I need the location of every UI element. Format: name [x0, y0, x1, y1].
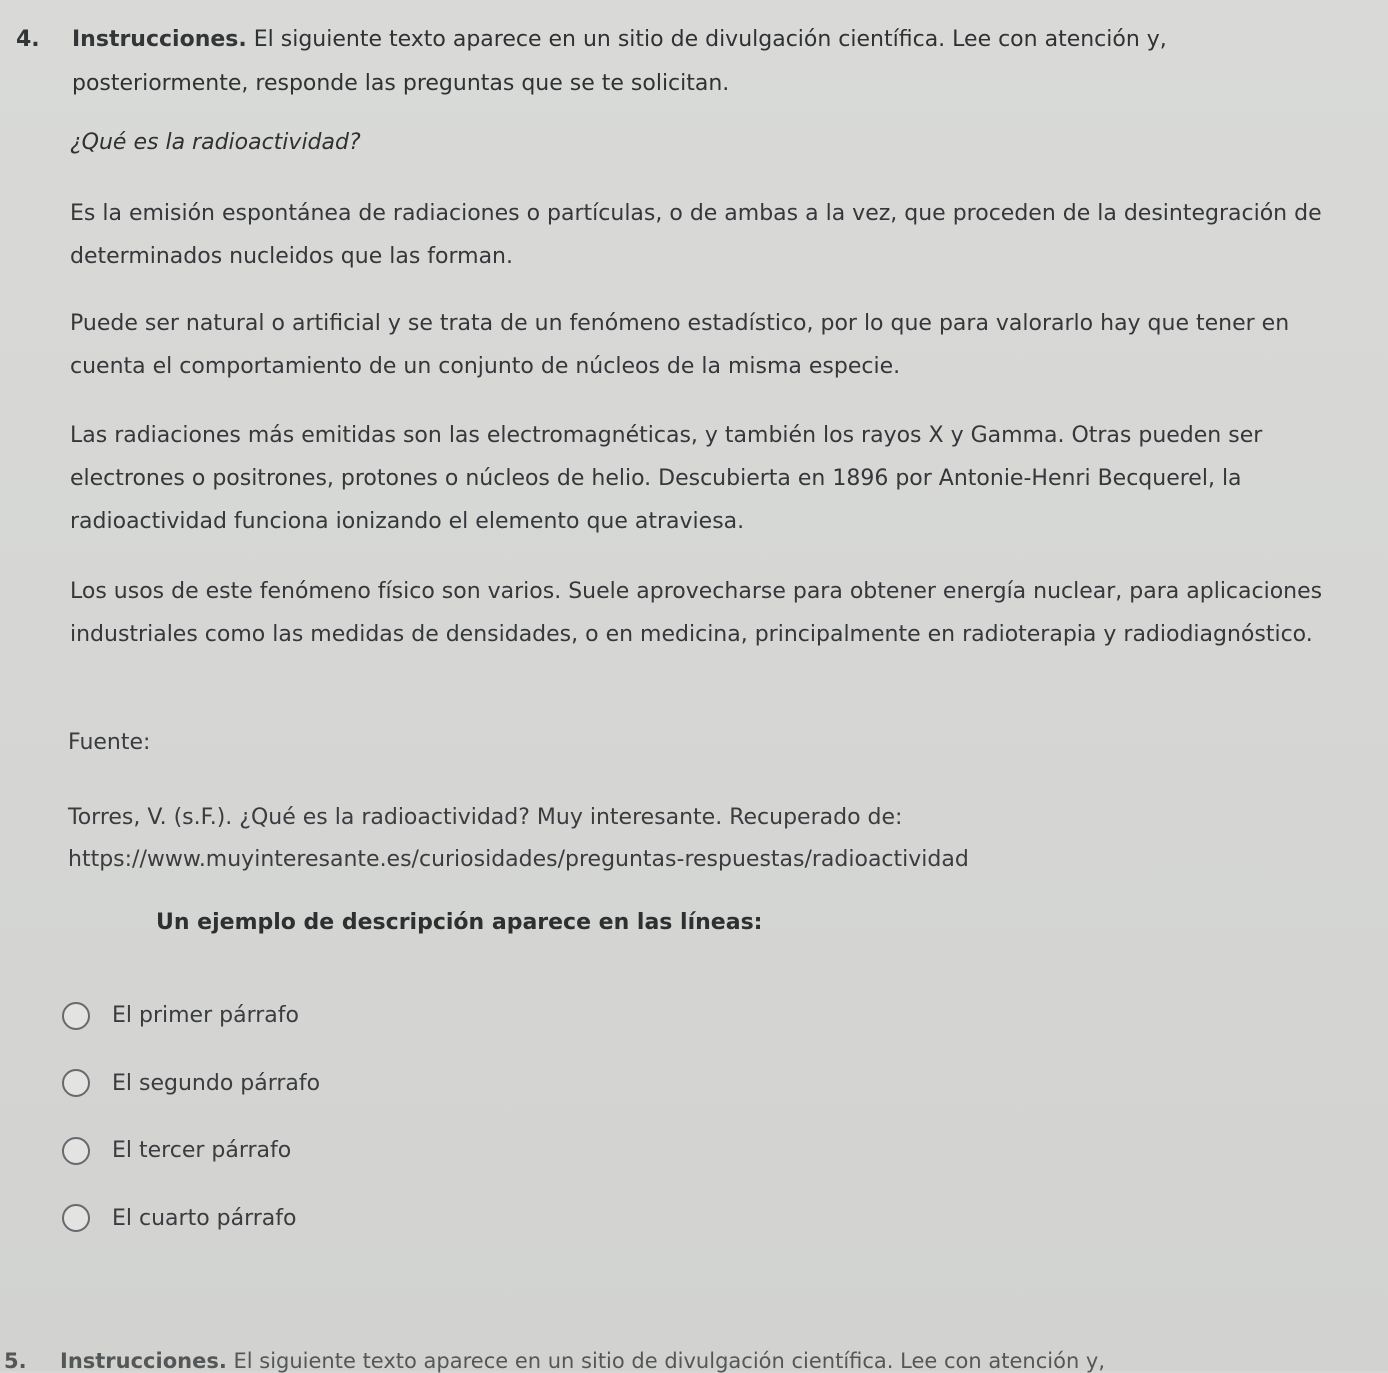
question-text-line1: El siguiente texto aparece en un sitio de divulgación científica. Lee con atención y, — [246, 27, 1167, 52]
source-url: https://www.muyinteresante.es/curiosidades/preguntas-respuestas/radioactividad — [68, 847, 969, 872]
article-paragraph-2: Puede ser natural o artificial y se trata de un fenómeno estadístico, por lo que para valorarlo hay que tener en cuenta el comportamiento de un conjunto de núcleos de la misma especie. — [70, 311, 1290, 379]
option-label: El primer párrafo — [112, 1003, 299, 1029]
option-3[interactable] — [62, 1117, 320, 1185]
question-number: 4. — [16, 27, 40, 52]
question-prompt: Un ejemplo de descripción aparece en las líneas: — [156, 910, 763, 935]
article-paragraph-1: Es la emisión espontánea de radiaciones o partículas, o de ambas a la vez, que proceden de la desintegración de determinados nucleidos que las forman. — [70, 201, 1322, 269]
question-header — [16, 18, 1356, 106]
article-title: ¿Qué es la radioactividad? — [70, 130, 361, 155]
source-citation: Torres, V. (s.F.). ¿Qué es la radioactividad? Muy interesante. Recuperado de: — [68, 805, 903, 830]
option-label: El tercer párrafo — [112, 1138, 292, 1164]
next-question-number: 5. — [4, 1349, 27, 1373]
option-4[interactable] — [62, 1185, 320, 1253]
question-text-line2: posteriormente, responde las preguntas que se te solicitan. — [72, 71, 730, 96]
source-reference — [68, 797, 1368, 881]
option-label: El segundo párrafo — [112, 1070, 321, 1096]
radio-button-icon[interactable] — [62, 1069, 90, 1097]
option-1[interactable] — [62, 982, 320, 1050]
answer-options — [62, 982, 320, 1252]
article-paragraph-3: Las radiaciones más emitidas son las electromagnéticas, y también los rayos X y Gamma. Otras pueden ser electrones o positrones, protones o núcleos de helio. Descubierta en 1896 por Antonie-Henri Becquerel, la radioactividad funciona ionizando el elemento que atraviesa. — [70, 423, 1263, 534]
next-question-lead: Instrucciones. — [60, 1349, 227, 1373]
next-question-text: El siguiente texto aparece en un sitio de divulgación científica. Lee con atención y, — [226, 1349, 1106, 1373]
question-lead: Instrucciones. — [72, 27, 247, 52]
next-question-header — [4, 1349, 1384, 1373]
article-paragraph-4: Los usos de este fenómeno físico son varios. Suele aprovecharse para obtener energía nuclear, para aplicaciones industriales como las medidas de densidades, o en medicina, principalmente en radioterapia y radiodiagnóstico. — [70, 579, 1323, 647]
option-2[interactable] — [62, 1050, 320, 1118]
source-label: Fuente: — [68, 730, 151, 755]
radio-button-icon[interactable] — [62, 1137, 90, 1165]
radio-button-icon[interactable] — [62, 1204, 90, 1232]
option-label: El cuarto párrafo — [112, 1205, 297, 1231]
radio-button-icon[interactable] — [62, 1002, 90, 1030]
